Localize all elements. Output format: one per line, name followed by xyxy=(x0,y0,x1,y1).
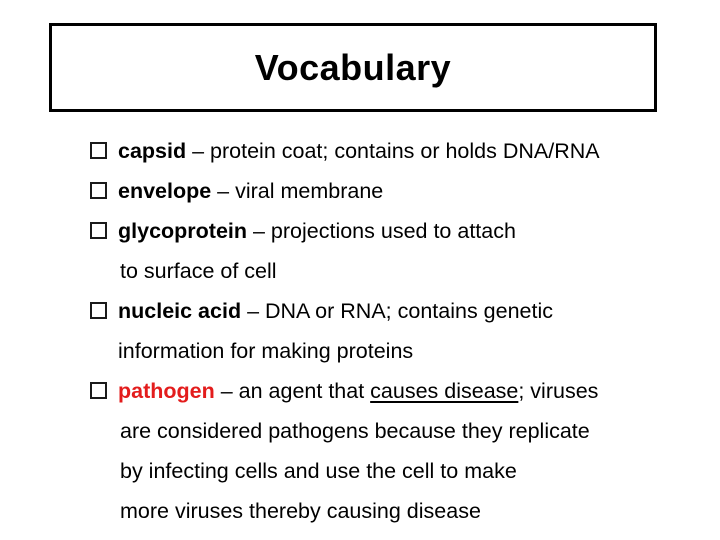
definition: viral membrane xyxy=(235,179,384,203)
checkbox-bullet-icon xyxy=(90,382,107,399)
definition-continuation: information for making proteins xyxy=(118,339,414,363)
definition: DNA or RNA; contains genetic xyxy=(265,299,553,323)
list-item-capsid xyxy=(90,131,710,171)
definition: protein coat; contains or holds DNA/RNA xyxy=(210,139,600,163)
title-box xyxy=(49,23,657,112)
separator: – xyxy=(241,299,265,323)
checkbox-bullet-icon xyxy=(90,142,107,159)
term: nucleic acid xyxy=(118,299,242,323)
underlined-phrase: causes disease xyxy=(370,379,519,403)
term: glycoprotein xyxy=(118,219,248,243)
definition-continuation: are considered pathogens because they replicate xyxy=(120,419,590,443)
separator: – xyxy=(186,139,211,163)
term-highlighted: pathogen xyxy=(118,379,215,403)
checkbox-bullet-icon xyxy=(90,182,107,199)
definition-line xyxy=(118,211,710,251)
checkbox-bullet-icon xyxy=(90,302,107,319)
page-title: Vocabulary xyxy=(254,46,452,88)
checkbox-bullet-icon xyxy=(90,222,107,239)
list-item-nucleic-acid xyxy=(90,291,710,371)
definition-line xyxy=(118,131,710,171)
definition-continuation: to surface of cell xyxy=(120,259,277,283)
separator: – xyxy=(247,219,271,243)
separator: – xyxy=(211,179,236,203)
definition: projections used to attach xyxy=(270,219,516,243)
definition-line xyxy=(118,171,710,211)
list-item-glycoprotein xyxy=(90,211,710,291)
list-item-envelope xyxy=(90,171,710,211)
definition-line xyxy=(118,291,710,331)
definition: ; viruses xyxy=(518,379,599,403)
list-item-pathogen xyxy=(90,371,710,531)
definition-continuation: more viruses thereby causing disease xyxy=(120,499,481,523)
term: capsid xyxy=(118,139,187,163)
definition: an agent that xyxy=(238,379,371,403)
vocabulary-list xyxy=(90,131,710,531)
term: envelope xyxy=(118,179,212,203)
separator: – xyxy=(214,379,239,403)
definition-continuation: by infecting cells and use the cell to make xyxy=(120,459,517,483)
definition-line xyxy=(118,371,710,411)
